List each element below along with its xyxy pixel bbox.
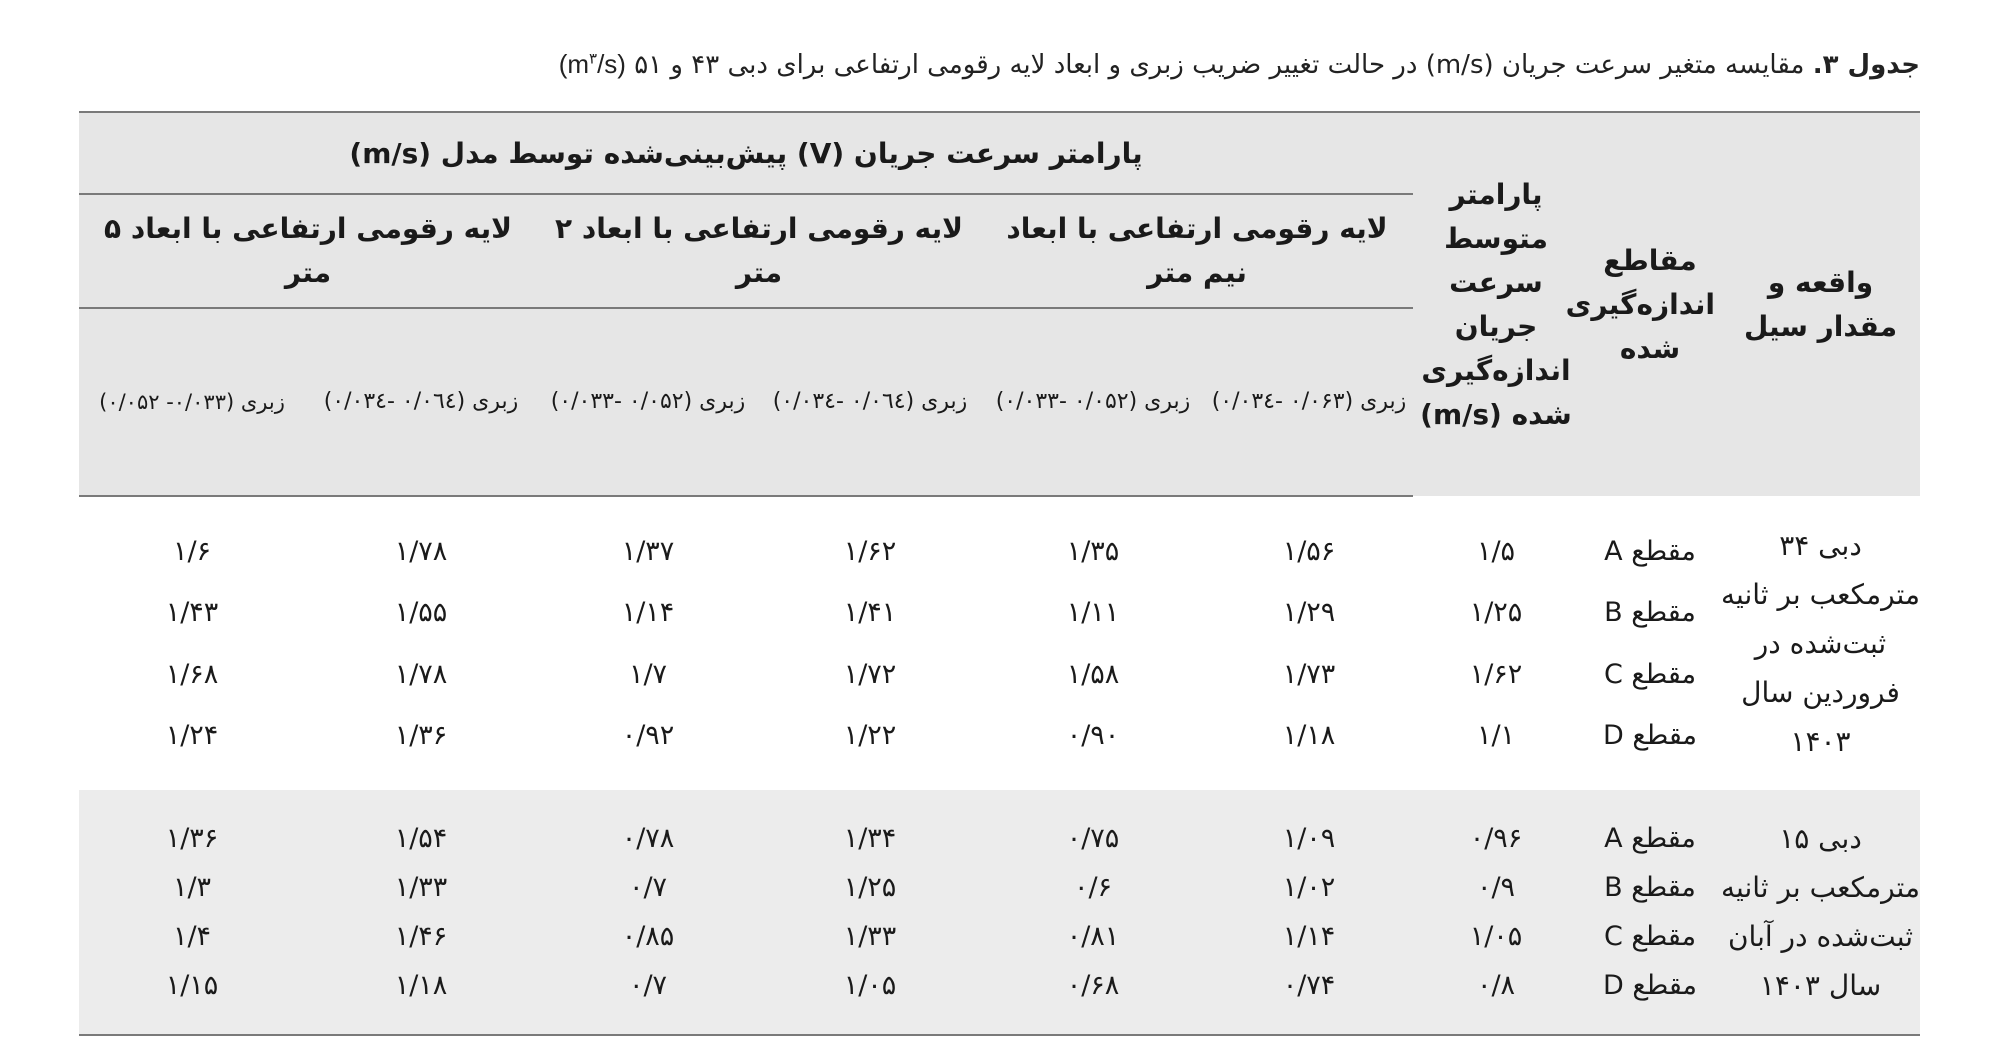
header-dem-2: لایه رقومی ارتفاعی با ابعاد ۲ متر	[537, 194, 981, 308]
value-cell: ۱/۷۲	[843, 658, 897, 690]
value-cell: ۱/۶۸	[165, 658, 219, 690]
header-roughness: زبری (۰/۰۵۲ -۰/۰۳۳)	[981, 308, 1205, 496]
header-roughness: زبری (۰/۰۶۳ -۰/۰۳٤)	[1205, 308, 1413, 496]
value-cell: ۱/۳۴	[843, 823, 897, 854]
value-cell: ۱/۷۸	[394, 536, 448, 568]
value-cell: ۱/۱۵	[165, 970, 219, 1001]
value-cell: ۱/۲۵	[843, 872, 897, 903]
value-cell: ۱/۱۴	[1282, 921, 1336, 952]
value-cell: ۱/۶۲	[843, 536, 897, 568]
header-measured: پارامتر متوسط سرعت جریان اندازه‌گیری شده (m/s)	[1420, 177, 1572, 431]
measured-cell: ۰/۹۶	[1469, 823, 1523, 854]
table-header	[79, 112, 1920, 496]
table-row	[79, 863, 1920, 912]
value-cell: ۰/۸۵	[621, 921, 675, 952]
value-cell: ۱/۵۵	[394, 597, 448, 629]
table-row	[79, 814, 1920, 863]
section-cell: مقطع A	[1604, 536, 1696, 568]
value-cell: ۱/۴۶	[394, 921, 448, 952]
value-cell: ۱/۵۴	[394, 823, 448, 854]
value-cell: ۱/۳۵	[1066, 536, 1120, 568]
value-cell: ۱/۱۸	[394, 970, 448, 1001]
header-roughness: زبری (۰/۰٦٤ -۰/۰۳٤)	[305, 308, 537, 496]
value-cell: ۱/۲۹	[1282, 597, 1336, 629]
table-caption	[559, 44, 1920, 85]
section-cell: مقطع B	[1604, 597, 1696, 629]
section-cell: مقطع C	[1603, 658, 1697, 690]
value-cell: ۰/۹۲	[621, 719, 675, 751]
header-event: واقعه و مقدار سیل	[1743, 265, 1898, 343]
value-cell: ۱/۱۴	[621, 597, 675, 629]
value-cell: ۱/۵۶	[1282, 536, 1336, 568]
table-row	[79, 912, 1920, 961]
value-cell: ۱/۳۷	[621, 536, 675, 568]
value-cell: ۱/۳۶	[165, 823, 219, 854]
value-cell: ۱/۲۲	[843, 719, 897, 751]
table-row	[79, 644, 1920, 705]
measured-cell: ۱/۲۵	[1469, 597, 1523, 629]
value-cell: ۱/۳۳	[394, 872, 448, 903]
table-group-2	[79, 790, 1920, 1035]
table-row	[79, 961, 1920, 1010]
spacer	[79, 1010, 1920, 1035]
spacer	[79, 766, 1920, 790]
value-cell: ۱/۲۴	[165, 719, 219, 751]
value-cell: ۱/۴۱	[843, 597, 897, 629]
table-row	[79, 582, 1920, 643]
measured-cell: ۱/۱	[1476, 719, 1516, 751]
value-cell: ۱/۴۳	[165, 597, 219, 629]
measured-cell: ۰/۹	[1476, 872, 1516, 903]
spacer	[79, 496, 1920, 521]
measured-cell: ۱/۵	[1476, 536, 1516, 568]
value-cell: ۱/۱۱	[1066, 597, 1120, 629]
value-cell: ۰/۷۸	[621, 823, 675, 854]
value-cell: ۰/۷۴	[1282, 970, 1336, 1001]
table-row	[79, 705, 1920, 766]
measured-cell: ۱/۶۲	[1469, 658, 1523, 690]
velocity-comparison-table	[79, 111, 1920, 1036]
value-cell: ۰/۶۸	[1066, 970, 1120, 1001]
value-cell: ۱/۶	[172, 536, 212, 568]
caption-text: مقایسه متغیر سرعت جریان (m/s) در حالت تغییر ضریب زبری و ابعاد لایه رقومی ارتفاعی برای دبی ۴۳ و ۵۱	[634, 50, 1805, 80]
value-cell: ۱/۷	[628, 658, 668, 690]
event-cell: دبی ۳۴ مترمکعب بر ثانیه ثبت‌شده در فروردین سال ۱۴۰۳	[1721, 521, 1920, 766]
value-cell: ۱/۰۲	[1282, 872, 1336, 903]
section-cell: مقطع B	[1604, 872, 1696, 903]
value-cell: ۰/۹۰	[1066, 719, 1120, 751]
value-cell: ۰/۷	[628, 872, 668, 903]
value-cell: ۱/۰۵	[843, 970, 897, 1001]
header-roughness: زبری (۰/۰۵۲ -۰/۰۳۳)	[537, 308, 759, 496]
table-group-1	[79, 496, 1920, 790]
spacer	[79, 790, 1920, 814]
section-cell: مقطع C	[1603, 921, 1697, 952]
value-cell: ۰/۸۱	[1066, 921, 1120, 952]
section-cell: مقطع D	[1602, 970, 1698, 1001]
measured-cell: ۰/۸	[1476, 970, 1516, 1001]
caption-label: جدول ۳.	[1812, 50, 1920, 80]
header-section: مقاطع اندازه‌گیری شده	[1565, 243, 1715, 365]
value-cell: ۱/۵۸	[1066, 658, 1120, 690]
section-cell: مقطع A	[1604, 823, 1696, 854]
value-cell: ۱/۷۸	[394, 658, 448, 690]
header-roughness: زبری (۰/۰٦٤ -۰/۰۳٤)	[759, 308, 981, 496]
table-row	[79, 521, 1920, 582]
header-predicted: پارامتر سرعت جریان (V) پیش‌بینی‌شده توسط مدل (m/s)	[79, 112, 1413, 194]
header-dem-half: لایه رقومی ارتفاعی با ابعاد نیم متر	[981, 194, 1413, 308]
header-roughness: زبری (۰/۰۳۳- ۰/۰۵۲)	[79, 308, 305, 496]
header-dem-5: لایه رقومی ارتفاعی با ابعاد ۵ متر	[79, 194, 537, 308]
value-cell: ۱/۳۶	[394, 719, 448, 751]
value-cell: ۱/۱۸	[1282, 719, 1336, 751]
value-cell: ۱/۷۳	[1282, 658, 1336, 690]
value-cell: ۰/۷۵	[1066, 823, 1120, 854]
value-cell: ۱/۰۹	[1282, 823, 1336, 854]
value-cell: ۱/۴	[172, 921, 212, 952]
caption-unit: $(m^۳/s)$	[558, 49, 626, 79]
value-cell: ۰/۷	[628, 970, 668, 1001]
section-cell: مقطع D	[1602, 719, 1698, 751]
measured-cell: ۱/۰۵	[1469, 921, 1523, 952]
value-cell: ۰/۶	[1073, 872, 1113, 903]
event-cell: دبی ۱۵ مترمکعب بر ثانیه ثبت‌شده در آبان سال ۱۴۰۳	[1721, 822, 1920, 1002]
value-cell: ۱/۳	[172, 872, 212, 903]
value-cell: ۱/۳۳	[843, 921, 897, 952]
